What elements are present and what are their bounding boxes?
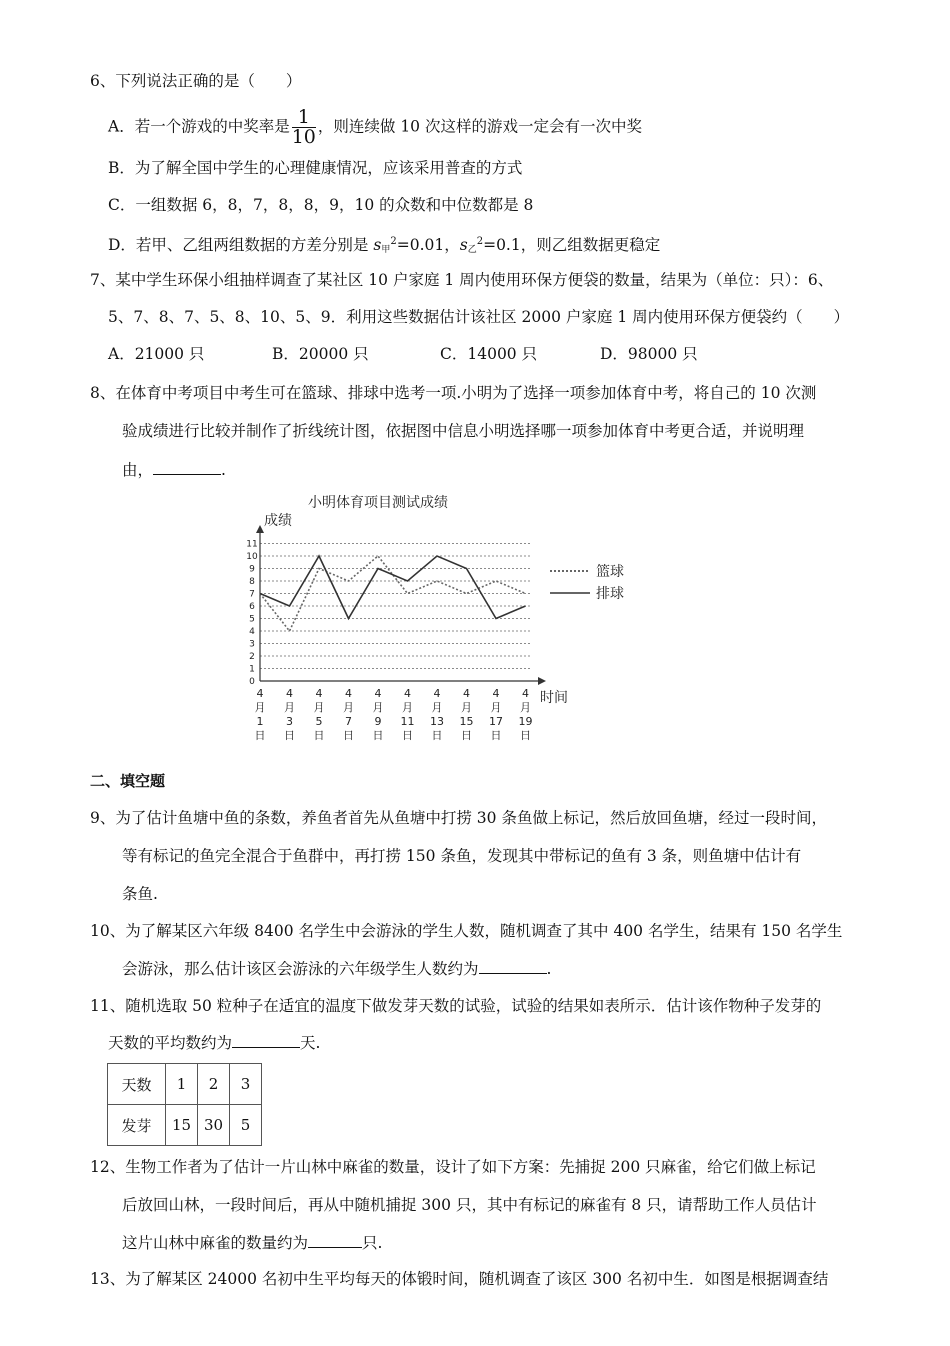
q6-option-b: B．为了解全国中学生的心理健康情况，应该采用普查的方式 — [108, 159, 523, 177]
q6-option-d-text: D．若甲、乙组两组数据的方差分别是 — [108, 236, 374, 254]
y-tick-label: 1 — [249, 664, 255, 675]
q6-option-d — [108, 231, 660, 261]
legend-label: 篮球 — [596, 564, 624, 580]
q7-line-2: 5、7、8、7、5、8、10、5、9．利用这些数据估计该社区 2000 户家庭 1 周内使用环保方便袋约（ ） — [108, 308, 850, 326]
y-tick-label: 3 — [249, 639, 255, 650]
variance-symbol: s — [373, 236, 382, 254]
x-tick-label: 4 月 5 日 — [313, 687, 325, 742]
q6-stem: 6、下列说法正确的是（ ） — [90, 72, 302, 90]
x-axis-arrow — [538, 677, 546, 685]
y-tick-label: 9 — [249, 564, 255, 575]
q11-line-2-tail: 天. — [300, 1034, 321, 1052]
x-tick-label: 4 月 3 日 — [284, 687, 295, 742]
fraction-denominator: 10 — [291, 126, 316, 148]
q7-option-a: A．21000 只 — [108, 345, 205, 363]
variance-subscript: 甲 — [381, 245, 391, 255]
variance-superscript: 2 — [390, 236, 397, 247]
x-tick-label: 4 月 7 日 — [343, 687, 354, 742]
variance-subscript: 乙 — [467, 245, 477, 255]
q8-line-3-text: 由， — [122, 461, 154, 479]
q12-line-3-text: 这片山林中麻雀的数量约为 — [122, 1234, 309, 1252]
q6-option-a — [108, 108, 642, 147]
y-tick-label: 7 — [249, 589, 255, 600]
q7-option-b: B．20000 只 — [272, 345, 369, 363]
x-axis-label: 时间 — [540, 690, 568, 706]
table-row — [108, 1105, 262, 1146]
q6-option-a-tail: ，则连续做 10 次这样的游戏一定会有一次中奖 — [317, 117, 642, 136]
q6-option-c: C．一组数据 6，8，7，8，8，9，10 的众数和中位数都是 8 — [108, 196, 534, 214]
table-cell: 30 — [198, 1105, 230, 1146]
q9-line-3: 条鱼. — [122, 885, 158, 903]
q11-line-2 — [108, 1031, 320, 1054]
answer-blank[interactable] — [153, 458, 221, 475]
table-cell: 15 — [166, 1105, 198, 1146]
q10-line-2 — [122, 957, 551, 980]
y-tick-label: 0 — [249, 677, 255, 687]
x-tick-label: 4 月 11 日 — [400, 687, 415, 742]
q9-line-2: 等有标记的鱼完全混合于鱼群中，再打捞 150 条鱼，发现其中带标记的鱼有 3 条，则鱼塘中估计有 — [122, 847, 802, 865]
legend-label: 排球 — [596, 586, 624, 602]
germination-table — [107, 1063, 262, 1146]
q12-line-3 — [122, 1231, 382, 1254]
q6-option-d-tail: =0.1，则乙组数据更稳定 — [483, 236, 661, 254]
y-tick-label: 10 — [246, 552, 258, 562]
fraction — [292, 108, 316, 147]
answer-blank[interactable] — [308, 1231, 362, 1248]
table-row — [108, 1064, 262, 1105]
table-cell: 2 — [198, 1064, 230, 1105]
q13-line-1: 13、为了解某区 24000 名初中生平均每天的体锻时间，随机调查了该区 300 名初中生．如图是根据调查结 — [90, 1270, 829, 1288]
q12-line-1: 12、生物工作者为了估计一片山林中麻雀的数量，设计了如下方案：先捕捉 200 只麻雀，给它们做上标记 — [90, 1158, 816, 1176]
table-cell: 1 — [166, 1064, 198, 1105]
q7-option-c: C．14000 只 — [440, 345, 538, 363]
table-header-cell: 天数 — [108, 1064, 166, 1105]
y-tick-label: 11 — [246, 539, 258, 550]
q6-option-a-text: A．若一个游戏的中奖率是 — [108, 117, 290, 136]
q8-line-3 — [122, 458, 226, 481]
q11-line-2-text: 天数的平均数约为 — [108, 1034, 233, 1052]
answer-blank[interactable] — [479, 957, 547, 974]
answer-blank[interactable] — [232, 1031, 300, 1048]
q12-line-2: 后放回山林，一段时间后，再从中随机捕捉 300 只，其中有标记的麻雀有 8 只，请帮助工作人员估计 — [122, 1196, 817, 1214]
y-tick-label: 8 — [249, 577, 255, 587]
x-tick-label: 4 月 15 日 — [459, 687, 474, 742]
q10-line-1: 10、为了解某区六年级 8400 名学生中会游泳的学生人数，随机调查了其中 400 名学生，结果有 150 名学生 — [90, 922, 843, 940]
x-tick-label: 4 月 1 日 — [254, 687, 266, 742]
volleyball-series-line — [260, 556, 526, 619]
x-tick-label: 4 月 17 日 — [489, 687, 503, 742]
y-tick-label: 4 — [249, 627, 255, 637]
q7-line-1: 7、某中学生环保小组抽样调查了某社区 10 户家庭 1 周内使用环保方便袋的数量，结果为（单位：只）：6、 — [90, 271, 834, 289]
x-tick-label: 4 月 19 日 — [518, 687, 533, 742]
section-title: 二、填空题 — [90, 772, 166, 790]
chart-title: 小明体育项目测试成绩 — [308, 495, 448, 511]
q10-line-2-text: 会游泳，那么估计该区会游泳的六年级学生人数约为 — [122, 960, 479, 978]
y-tick-label: 2 — [249, 652, 255, 662]
table-header-cell: 发芽 — [108, 1105, 166, 1146]
y-axis-arrow — [256, 525, 264, 533]
q10-line-2-tail: . — [546, 960, 552, 978]
q11-line-1: 11、随机选取 50 粒种子在适宜的温度下做发芽天数的试验，试验的结果如表所示．估计该作物种子发芽的 — [90, 997, 822, 1015]
table-cell: 3 — [230, 1064, 262, 1105]
variance-superscript: 2 — [476, 236, 484, 247]
q9-line-1: 9、为了估计鱼塘中鱼的条数，养鱼者首先从鱼塘中打捞 30 条鱼做上标记，然后放回鱼塘，经过一段时间， — [90, 809, 827, 827]
fraction-numerator: 1 — [292, 108, 316, 128]
variance-symbol: s — [459, 236, 468, 254]
y-tick-label: 5 — [249, 614, 255, 625]
q12-line-3-tail: 只. — [362, 1234, 383, 1252]
q7-option-d: D．98000 只 — [600, 345, 698, 363]
x-tick-label: 4 月 13 日 — [430, 687, 444, 742]
y-axis-label: 成绩 — [264, 513, 292, 529]
y-tick-label: 6 — [249, 602, 255, 612]
x-tick-label: 4 月 9 日 — [372, 687, 384, 742]
q8-line-1: 8、在体育中考项目中考生可在篮球、排球中选考一项.小明为了选择一项参加体育中考，将自己的 10 次测 — [90, 384, 817, 402]
score-line-chart — [240, 485, 635, 757]
q6-option-d-mid: =0.01， — [396, 236, 460, 254]
q8-line-3-tail: . — [221, 461, 226, 479]
table-cell: 5 — [230, 1105, 262, 1146]
q8-line-2: 验成绩进行比较并制作了折线统计图，依据图中信息小明选择哪一项参加体育中考更合适，并说明理 — [122, 422, 805, 440]
